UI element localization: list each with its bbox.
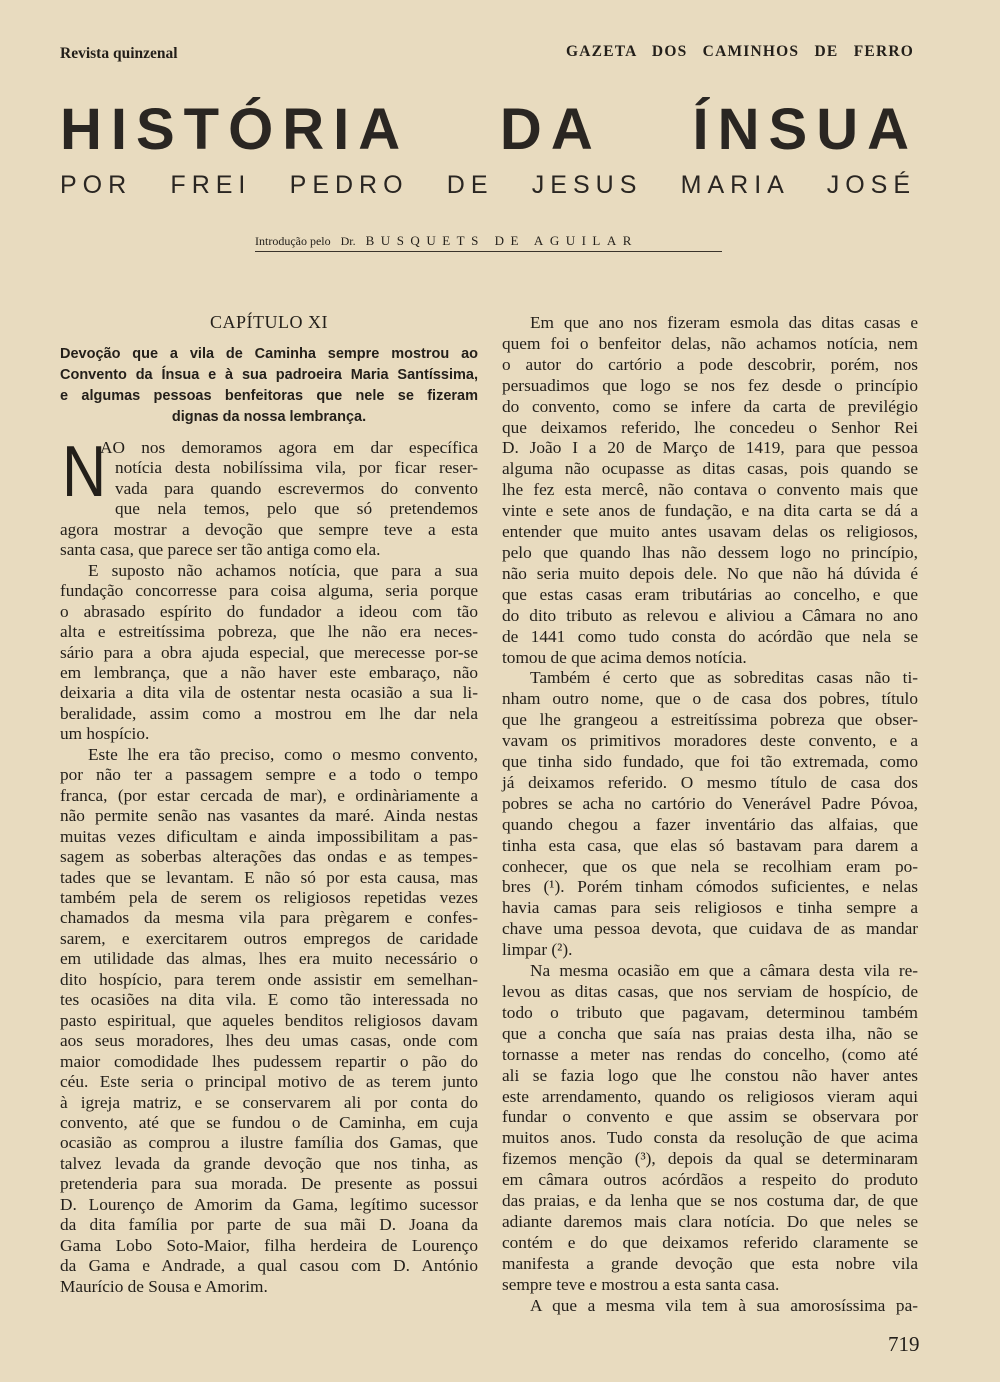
article-title: HISTÓRIA DA ÍNSUA (60, 97, 918, 162)
text-line: que nela temos, pelo que só pretendemos (115, 499, 478, 519)
text-line: beralidade, assim como a mostrou em lhe dar nela (60, 703, 478, 723)
text-line: contém e do que deixamos referido claramente se (502, 1232, 918, 1252)
text-line: entender que muito antes usavam delas os religiosos, (502, 522, 918, 542)
text-line: talvez levada da grande devoção que nos tinha, as (60, 1153, 478, 1173)
paragraph (502, 313, 918, 668)
text-line: dito hospício, para terem onde assistir em semelhan- (60, 969, 478, 989)
text-line: deixaria a dita vila de ostentar nesta ocasião a sua li- (60, 683, 478, 703)
text-line: alguma não ocupasse as ditas casas, pois quando se (502, 459, 918, 479)
text-line: pasto espiritual, que aqueles benditos religiosos davam (60, 1010, 478, 1030)
text-line: A que a mesma vila tem à sua amorosíssima pa- (530, 1295, 918, 1315)
text-line: fundar o convento e que assim se observara por (502, 1107, 918, 1127)
text-line: aos seus moradores, lhes deu umas casas, onde com (60, 1031, 478, 1051)
text-line: que lhe grangeou a estreitíssima pobreza que obser- (502, 710, 918, 730)
text-line: muitas vezes dificultam e ainda impossibilitam a pas- (60, 826, 478, 846)
intro-title: Dr. (340, 234, 356, 248)
text-line: sagem as soberbas alterações das ondas e as tempes- (60, 847, 478, 867)
text-line: Gama Lobo Soto-Maior, filha herdeira de Lourenço (60, 1235, 478, 1255)
text-line: E suposto não achamos notícia, que para a sua (88, 560, 478, 580)
text-line: levou as ditas casas, que nos serviam de hospício, de (502, 982, 918, 1001)
text-line: de 1441 como tudo consta do acórdão que nela se (502, 626, 918, 646)
introduction-credit (255, 233, 722, 252)
text-line: sário para a obra ajuda especial, que merecesse por-se (60, 642, 478, 662)
text-line: D. João I a 20 de Março de 1419, para que pessoa (502, 438, 918, 458)
text-line: lhe fez esta mercê, não contava o convento mais que (502, 480, 918, 500)
text-line: Também é certo que as sobreditas casas não ti- (530, 668, 918, 688)
paragraph (60, 432, 478, 561)
text-line: da Gama e Andrade, a qual casou com D. António (60, 1256, 478, 1276)
text-line: muitos anos. Tudo consta da resolução de que acima (502, 1128, 918, 1148)
text-line: agora mostrar a devoção que sempre teve a esta (60, 519, 478, 539)
article-subtitle: POR FREI PEDRO DE JESUS MARIA JOSÉ (60, 171, 916, 199)
text-line: já deixamos referido. O mesmo título de casa dos (502, 772, 918, 792)
paragraph (502, 1296, 918, 1317)
text-line: um hospício. (60, 724, 150, 744)
text-line: manifesta a grande devoção que esta nobre vila (502, 1253, 918, 1273)
text-line: em câmara outros acórdãos a respeito do produto (502, 1170, 918, 1190)
paragraph (502, 961, 918, 1296)
text-line: o autor do cartório a pode descobrir, porém, nos (502, 354, 918, 374)
right-column (502, 313, 918, 1317)
text-line: da dita família por parte de sua mãi D. Joana da (60, 1215, 478, 1235)
text-line: Este lhe era tão preciso, como o mesmo convento, (88, 744, 478, 764)
drop-cap: N (62, 432, 107, 512)
text-line: bres (¹). Porém tinham cómodos suficientes, e nelas (502, 877, 918, 897)
running-header-left: Revista quinzenal (60, 45, 178, 62)
text-line: vada para quando escrevermos do convento (115, 478, 478, 498)
text-line: quem foi o benfeitor delas, não achamos notícia, nem (502, 333, 918, 353)
page-number: 719 (888, 1332, 920, 1356)
left-column (60, 432, 478, 1297)
text-line: sempre teve e mostrou a esta santa casa. (502, 1274, 780, 1294)
text-line: que tinha sido fundado, que foi tão extremada, como (502, 752, 918, 772)
text-line: tomou de que acima demos notícia. (502, 647, 747, 667)
intro-author: BUSQUETS DE AGUILAR (365, 233, 638, 248)
chapter-summary-line: e algumas pessoas benfeitoras que nele se fizeram (60, 388, 478, 404)
paragraph (60, 561, 478, 745)
text-line: maior comodidade lhes pudessem repartir o pão do (60, 1051, 478, 1071)
text-line: do convento, como se infere da carta de previlégio (502, 396, 918, 416)
text-line: franca, (por estar cercada de mar), e ordinàriamente a (60, 785, 478, 805)
paragraph (502, 668, 918, 961)
text-line: ocasião as comprou a ilustre família dos Gamas, que (60, 1133, 478, 1153)
chapter-summary-line: dignas da nossa lembrança. (171, 409, 367, 425)
intro-prefix: Introdução pelo (255, 234, 331, 248)
text-line: tornasse a meter nas rendas do concelho, (como até (502, 1044, 918, 1064)
paragraph (60, 745, 478, 1297)
text-line: das praias, e da lenha que se nos costuma dar, de que (502, 1191, 918, 1211)
text-line: vavam os primitivos moradores deste convento, e a (502, 731, 918, 751)
text-line: fundação concorresse para coisa alguma, seria porque (60, 581, 478, 601)
text-line: fizemos menção (³), depois da qual se determinaram (502, 1149, 918, 1169)
text-line: que deixamos referido, lhe concedeu o Senhor Rei (502, 417, 918, 437)
text-line: tades que se levantam. E não só por esta causa, mas (60, 867, 478, 887)
text-line: também pela de serem os religiosos repetidas vezes (60, 887, 478, 907)
text-line: chamados da mesma vila para prègarem e confes- (60, 908, 478, 928)
text-line: pobres se acha no cartório do Venerável Padre Póvoa, (502, 793, 918, 813)
text-line: pelo que quando lhas não dessem logo no princípio, (502, 542, 918, 562)
text-line: alta e estreitíssima pobreza, que lhe não era neces- (60, 622, 478, 642)
text-line: adiante daremos mais clara notícia. Do que neles se (502, 1211, 918, 1231)
chapter-summary (60, 344, 478, 428)
text-line: céu. Este seria o principal motivo de as terem junto (60, 1072, 478, 1092)
text-line: Em que ano nos fizeram esmola das ditas casas e (530, 313, 918, 332)
text-line: D. Lourenço de Amorim da Gama, legítimo sucessor (60, 1194, 478, 1214)
chapter-summary-line: Devoção que a vila de Caminha sempre mostrou ao (60, 346, 478, 362)
text-line: vinte e sete anos de fundação, e na dita carta se dá a (502, 501, 918, 521)
chapter-heading: CAPÍTULO XI (210, 312, 328, 332)
text-line: em lembrança, que a não haver este embaraço, não (60, 662, 478, 682)
text-line: AO nos demoramos agora em dar específica (100, 438, 478, 457)
text-line: conhecer, que os que nela se recolhiam eram po- (502, 856, 918, 876)
text-line: em utilidade das almas, lhes era muito necessário o (60, 949, 478, 969)
text-line: Na mesma ocasião em que a câmara desta vila re- (530, 961, 918, 981)
text-line: convento, até que se fundou o de Caminha, em cuja (60, 1112, 478, 1132)
text-line: havia camas para seis religiosos e tinha sempre a (502, 898, 918, 918)
text-line: o abrasado espírito do fundador a ideou com tão (60, 601, 478, 621)
running-header-right: GAZETA DOS CAMINHOS DE FERRO (566, 43, 914, 60)
text-line: por não ter a passagem sempre e a todo o tempo (60, 765, 478, 785)
text-line: persuadimos que logo se nos fez desde o princípio (502, 375, 918, 395)
text-line: todo o tributo que pagavam, determinou também (502, 1002, 918, 1022)
text-line: do dito tributo as relevou e aliviou a Câmara no ano (502, 605, 918, 625)
text-line: pretenderia para sua morada. De presente as possui (60, 1174, 478, 1194)
text-line: que estas casas eram tributárias ao concelho, e que (502, 584, 918, 604)
text-line: sarem, e exercitarem outros empregos de caridade (60, 928, 478, 948)
text-line: chave uma pessoa devota, que cuidava de as mandar (502, 919, 918, 939)
text-line: tes ocasiões na dita vila. E como tão interessada no (60, 990, 478, 1010)
chapter-summary-line: Convento da Ínsua e à sua padroeira Maria Santíssima, (60, 367, 478, 383)
text-line: tinha esta casa, que elas só bastavam para darem a (502, 835, 918, 855)
text-line: quando chegou a fazer inventário das alfaias, que (502, 814, 918, 834)
text-line: nham outro nome, que o de casa dos pobres, título (502, 689, 918, 709)
text-line: Maurício de Sousa e Amorim. (60, 1276, 268, 1296)
text-line: este arrendamento, quando os religiosos vieram aqui (502, 1086, 918, 1106)
text-line: que a concha que saía nas praias desta ilha, não se (502, 1023, 918, 1043)
text-line: santa casa, que parece ser tão antiga como ela. (60, 540, 381, 560)
text-line: ali se fazia logo que lhe constou não haver antes (502, 1065, 918, 1085)
text-line: limpar (²). (502, 940, 573, 960)
text-line: à igreja matriz, e se conservarem ali por conta do (60, 1092, 478, 1112)
text-line: notícia desta nobilíssima vila, por ficar reser- (115, 458, 478, 478)
text-line: não seria muito depois dele. No que não há dúvida é (502, 563, 918, 583)
text-line: não permite senão nas vasantes da maré. Ainda nestas (60, 806, 478, 826)
